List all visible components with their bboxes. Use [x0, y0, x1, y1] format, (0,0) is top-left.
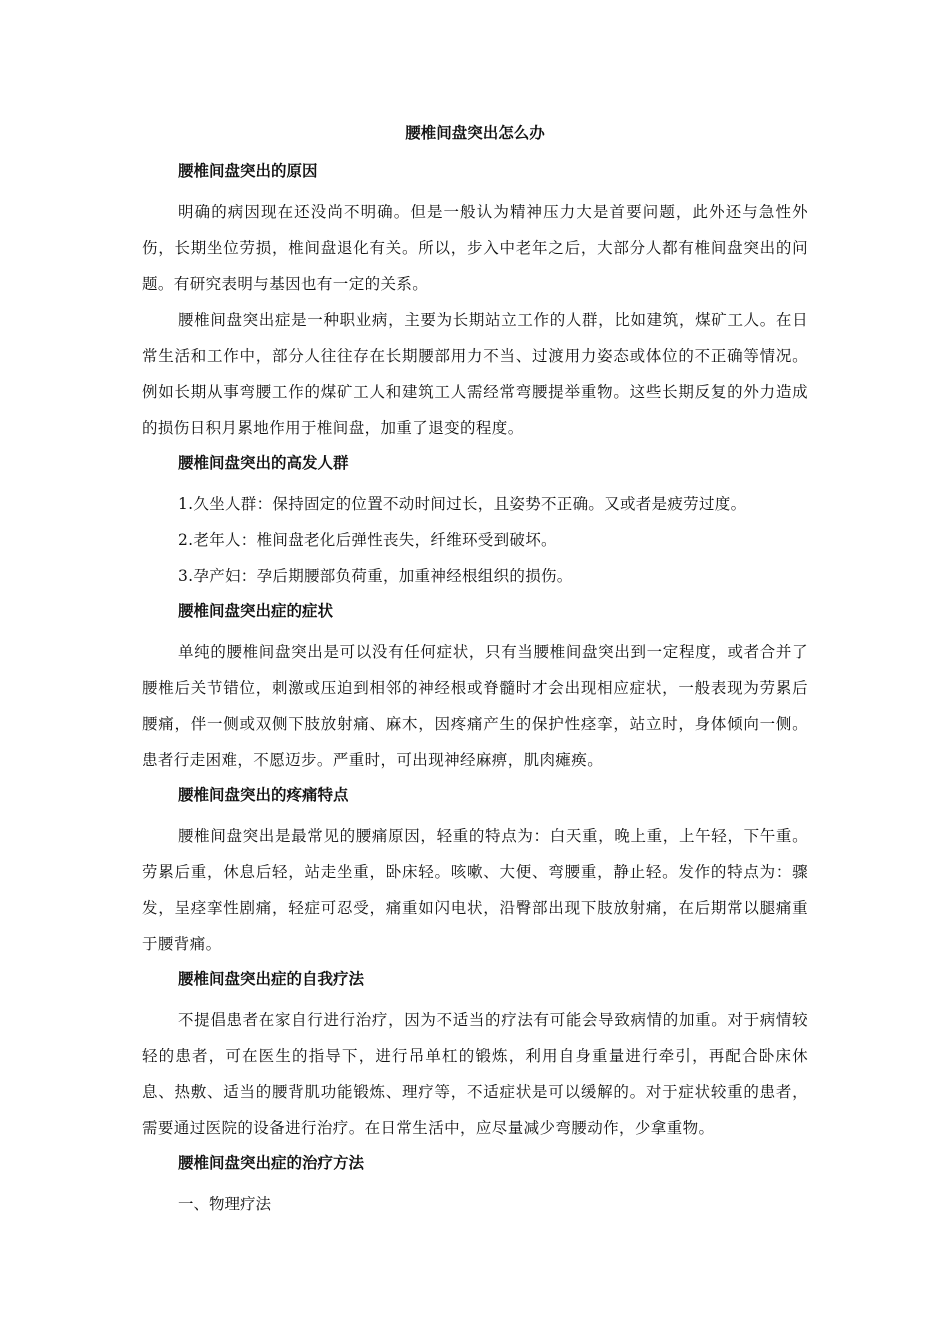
section-heading-self-therapy: 腰椎间盘突出症的自我疗法 [178, 970, 365, 988]
paragraph: 单纯的腰椎间盘突出是可以没有任何症状，只有当腰椎间盘突出到一定程度，或者合并了腰椎后关节错位，刺激或压迫到相邻的神经根或脊髓时才会出现相应症状，一般表现为劳累后腰痛，伴一侧或双侧下肢放射痛、麻木，因疼痛产生的保护性痉挛，站立时，身体倾向一侧。患者行走困难，不愿迈步。严重时，可出现神经麻痹，肌肉瘫痪。 [142, 643, 808, 769]
list-item: 2.老年人：椎间盘老化后弹性丧失，纤维环受到破坏。 [178, 531, 557, 549]
document-body [142, 120, 808, 1222]
paragraph: 明确的病因现在还没尚不明确。但是一般认为精神压力大是首要问题，此外还与急性外伤，长期坐位劳损，椎间盘退化有关。所以，步入中老年之后，大部分人都有椎间盘突出的问题。有研究表明与基因也有一定的关系。 [142, 203, 808, 293]
paragraph: 腰椎间盘突出是最常见的腰痛原因，轻重的特点为：白天重，晚上重，上午轻，下午重。劳累后重，休息后轻，站走坐重，卧床轻。咳嗽、大便、弯腰重，静止轻。发作的特点为：骤发，呈痉挛性剧痛，轻症可忍受，痛重如闪电状，沿臀部出现下肢放射痛，在后期常以腿痛重于腰背痛。 [142, 827, 808, 953]
section-heading-causes: 腰椎间盘突出的原因 [178, 162, 318, 180]
section-heading-pain-characteristics: 腰椎间盘突出的疼痛特点 [178, 786, 349, 804]
paragraph: 不提倡患者在家自行进行治疗，因为不适当的疗法有可能会导致病情的加重。对于病情较轻的患者，可在医生的指导下，进行吊单杠的锻炼，利用自身重量进行牵引，再配合卧床休息、热敷、适当的腰背肌功能锻炼、理疗等，不适症状是可以缓解的。对于症状较重的患者，需要通过医院的设备进行治疗。在日常生活中，应尽量减少弯腰动作，少拿重物。 [142, 1011, 808, 1137]
section-heading-treatment-methods: 腰椎间盘突出症的治疗方法 [178, 1154, 365, 1172]
paragraph: 腰椎间盘突出症是一种职业病，主要为长期站立工作的人群，比如建筑，煤矿工人。在日常生活和工作中，部分人往往存在长期腰部用力不当、过渡用力姿态或体位的不正确等情况。例如长期从事弯腰工作的煤矿工人和建筑工人需经常弯腰提举重物。这些长期反复的外力造成的损伤日积月累地作用于椎间盘，加重了退变的程度。 [142, 311, 808, 437]
document-title: 腰椎间盘突出怎么办 [405, 124, 545, 142]
list-item: 1.久坐人群：保持固定的位置不动时间过长，且姿势不正确。又或者是疲劳过度。 [178, 495, 747, 513]
section-heading-high-risk-groups: 腰椎间盘突出的高发人群 [178, 454, 349, 472]
list-item: 一、物理疗法 [178, 1195, 272, 1213]
list-item: 3.孕产妇：孕后期腰部负荷重，加重神经根组织的损伤。 [178, 567, 573, 585]
section-heading-symptoms: 腰椎间盘突出症的症状 [178, 602, 334, 620]
